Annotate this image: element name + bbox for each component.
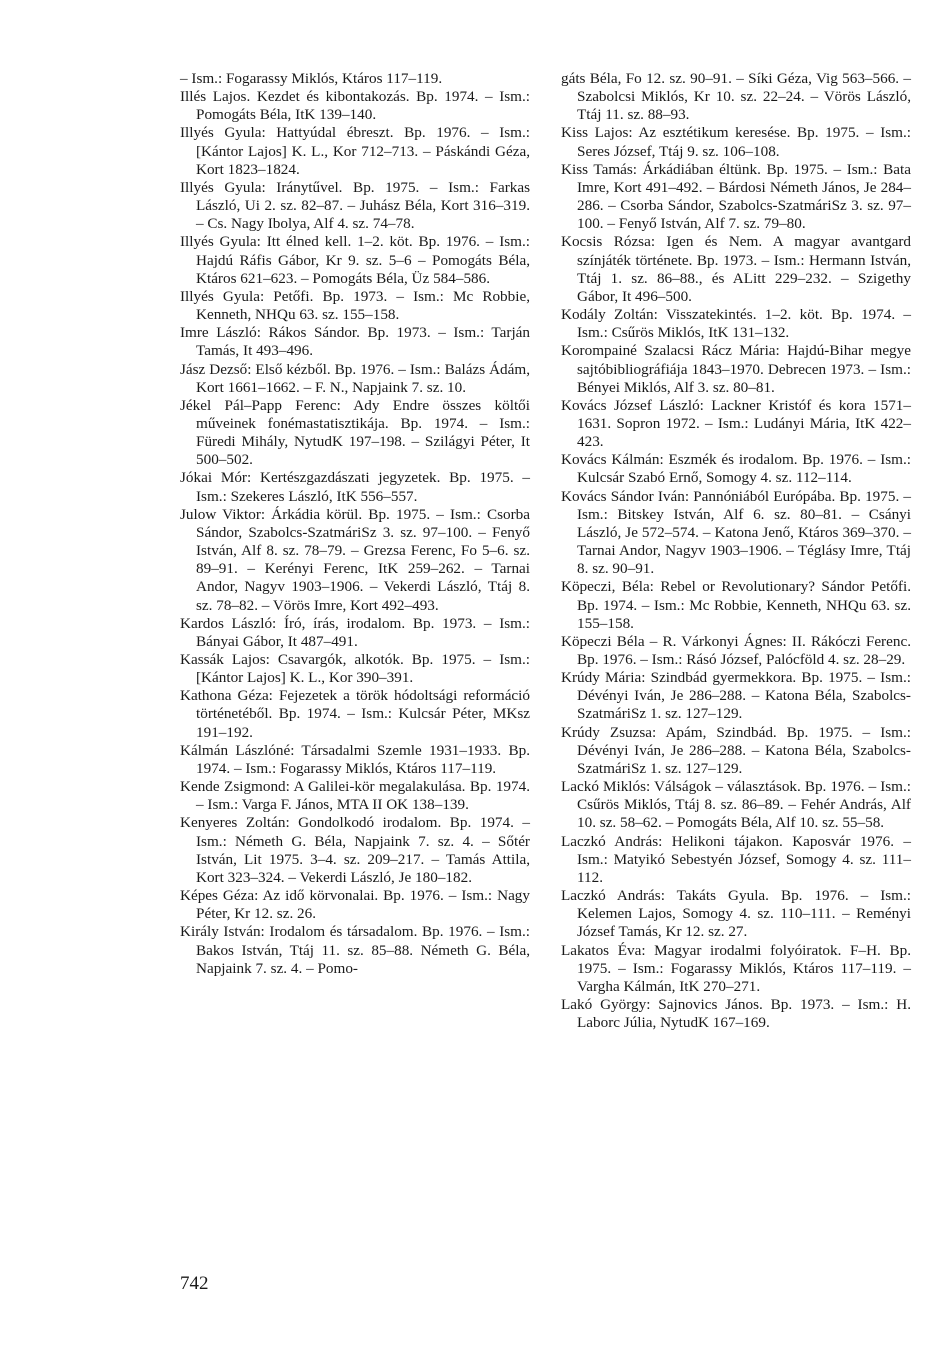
bibliography-entry: Kiss Tamás: Árkádiában éltünk. Bp. 1975. – Ism.: Bata Imre, Kort 491–492. – Bárdosi Németh János, Je 284–286. – Csorba Sándor, Szabolcs-SzatmáriSz 3. sz. 97–100. – Fenyő István, Alf 7. sz. 79–80. xyxy=(561,160,911,233)
bibliography-entry: Kovács Sándor Iván: Pannóniából Európába. Bp. 1975. – Ism.: Bitskey István, Alf 6. sz. 80–81. – Csányi László, Je 572–574. – Katona Jenő, Ktáros 369–370. – Tarnai Andor, Nagyv 1903–1906. – Téglásy Imre, Ttáj 8. sz. 90–91. xyxy=(561,487,911,578)
bibliography-entry: Illés Lajos. Kezdet és kibontakozás. Bp. 1974. – Ism.: Pomogáts Béla, ItK 139–140. xyxy=(180,88,530,124)
bibliography-entry: Kassák Lajos: Csavargók, alkotók. Bp. 1975. – Ism.: [Kántor Lajos] K. L., Kor 390–391. xyxy=(180,651,530,687)
page-number: 742 xyxy=(180,1273,209,1294)
bibliography-entry: Julow Viktor: Árkádia körül. Bp. 1975. – Ism.: Csorba Sándor, Szabolcs-SzatmáriSz 3. sz. 97–100. – Fenyő István, Alf 8. sz. 78–79. – Grezsa Ferenc, Fo 5–6. sz. 89–91. – Kerényi Ferenc, ItK 259–262. – Tarnai Andor, Nagyv 1903–1906. – Vekerdi László, Ttáj 8. sz. 78–82. – Vörös Imre, Kort 492–493. xyxy=(180,505,530,614)
bibliography-entry: Jász Dezső: Első kézből. Bp. 1976. – Ism.: Balázs Ádám, Kort 1661–1662. – F. N., Napjaink 7. sz. 10. xyxy=(180,360,530,396)
right-column xyxy=(561,70,911,1032)
bibliography-entry: – Ism.: Fogarassy Miklós, Ktáros 117–119. xyxy=(180,70,443,87)
bibliography-entry: Illyés Gyula: Iránytűvel. Bp. 1975. – Ism.: Farkas László, Ui 2. sz. 82–87. – Juhász Béla, Kort 316–319. – Cs. Nagy Ibolya, Alf 4. sz. 74–78. xyxy=(180,178,530,233)
bibliography-entry: Lakatos Éva: Magyar irodalmi folyóiratok. F–H. Bp. 1975. – Ism.: Fogarassy Miklós, Ktáros 117–119. – Vargha Kálmán, ItK 270–271. xyxy=(561,941,911,995)
bibliography-entry: Laczkó András: Takáts Gyula. Bp. 1976. – Ism.: Kelemen Lajos, Somogy 4. sz. 110–111. – Reményi József Tamás, Kr 12. sz. 27. xyxy=(561,887,911,941)
bibliography-entry: Kenyeres Zoltán: Gondolkodó irodalom. Bp. 1974. – Ism.: Németh G. Béla, Napjaink 7. sz. 4. – Sőtér István, Lit 1975. 3–4. sz. 209–217. – Tamás Attila, Kort 323–324. – Vekerdi László, Je 180–182. xyxy=(180,814,530,886)
bibliography-entry: Kardos László: Író, írás, irodalom. Bp. 1973. – Ism.: Bányai Gábor, It 487–491. xyxy=(180,614,530,650)
bibliography-entry: Kálmán Lászlóné: Társadalmi Szemle 1931–1933. Bp. 1974. – Ism.: Fogarassy Miklós, Ktáros 117–119. xyxy=(180,741,530,777)
bibliography-entry: Kathona Géza: Fejezetek a török hódoltsági reformáció történetéből. Bp. 1974. – Ism.: Kulcsár Péter, MKsz 191–192. xyxy=(180,687,530,741)
bibliography-entry: Kodály Zoltán: Visszatekintés. 1–2. köt. Bp. 1974. – Ism.: Csűrös Miklós, ItK 131–132. xyxy=(561,306,911,342)
bibliography-entry: Krúdy Mária: Szindbád gyermekkora. Bp. 1975. – Ism.: Dévényi Iván, Je 286–288. – Katona Béla, Szabolcs-SzatmáriSz 1. sz. 127–129. xyxy=(561,669,911,723)
bibliography-entry: Kiss Lajos: Az esztétikum keresése. Bp. 1975. – Ism.: Seres József, Ttáj 9. sz. 106–108. xyxy=(561,124,911,160)
bibliography-entry: Kende Zsigmond: A Galilei-kör megalakulása. Bp. 1974. – Ism.: Varga F. János, MTA II OK 138–139. xyxy=(180,778,530,814)
bibliography-entry: Lackó Miklós: Válságok – választások. Bp. 1976. – Ism.: Csűrös Miklós, Ttáj 8. sz. 86–89. – Fehér András, Alf 10. sz. 58–62. – Pomogáts Béla, Alf 10. sz. 55–58. xyxy=(561,778,911,832)
bibliography-entry: Laczkó András: Helikoni tájakon. Kaposvár 1976. – Ism.: Matyikó Sebestyén József, Somogy 4. sz. 111–112. xyxy=(561,832,911,886)
bibliography-entry: Király István: Irodalom és társadalom. Bp. 1976. – Ism.: Bakos István, Ttáj 11. sz. 85–88. Németh G. Béla, Napjaink 7. sz. 4. – Pomo- xyxy=(180,923,530,977)
bibliography-entry: Kocsis Rózsa: Igen és Nem. A magyar avantgard színjáték története. Bp. 1973. – Ism.: Hermann István, Ttáj 1. sz. 86–88., és ALitt 229–232. – Szigethy Gábor, It 496–500. xyxy=(561,233,911,305)
bibliography-entry: Képes Géza: Az idő körvonalai. Bp. 1976. – Ism.: Nagy Péter, Kr 12. sz. 26. xyxy=(180,887,530,923)
bibliography-entry: Illyés Gyula: Itt élned kell. 1–2. köt. Bp. 1976. – Ism.: Hajdú Ráfis Gábor, Kr 9. sz. 5–6 – Pomogáts Béla, Ktáros 621–623. – Pomogáts Béla, Üz 584–586. xyxy=(180,233,530,287)
bibliography-entry: Kovács József László: Lackner Kristóf és kora 1571–1631. Sopron 1972. – Ism.: Ludányi Mária, ItK 422–423. xyxy=(561,396,911,451)
bibliography-entry: Lakó György: Sajnovics János. Bp. 1973. – Ism.: H. Laborc Júlia, NytudK 167–169. xyxy=(561,995,911,1032)
bibliography-entry: Köpeczi, Béla: Rebel or Revolutionary? Sándor Petőfi. Bp. 1974. – Ism.: Mc Robbie, Kenneth, NHQu 63. sz. 155–158. xyxy=(561,578,911,632)
bibliography-entry: Imre László: Rákos Sándor. Bp. 1973. – Ism.: Tarján Tamás, It 493–496. xyxy=(180,324,530,360)
bibliography-entry: Illyés Gyula: Hattyúdal ébreszt. Bp. 1976. – Ism.: [Kántor Lajos] K. L., Kor 712–713. – Páskándi Géza, Kort 1823–1824. xyxy=(180,124,530,178)
bibliography-entry: Korompainé Szalacsi Rácz Mária: Hajdú-Bihar megye sajtóbibliográfiája 1843–1970. Debrecen 1973. – Ism.: Bényei Miklós, Alf 3. sz. 80–81. xyxy=(561,342,911,396)
left-column xyxy=(180,70,530,978)
bibliography-entry: Köpeczi Béla – R. Várkonyi Ágnes: II. Rákóczi Ferenc. Bp. 1976. – Ism.: Rásó József, Palócföld 4. sz. 28–29. xyxy=(561,632,911,668)
bibliography-entry: Jékel Pál–Papp Ferenc: Ady Endre összes költői műveinek fonémastatisztikája. Bp. 1974. – Ism.: Füredi Mihály, NytudK 197–198. – Szilágyi Péter, It 500–502. xyxy=(180,396,530,469)
bibliography-entry: Kovács Kálmán: Eszmék és irodalom. Bp. 1976. – Ism.: Kulcsár Szabó Ernő, Somogy 4. sz. 112–114. xyxy=(561,451,911,487)
bibliography-entry: gáts Béla, Fo 12. sz. 90–91. – Síki Géza, Vig 563–566. – Szabolcsi Miklós, Kr 10. sz. 22–24. – Vörös László, Ttáj 11. sz. 88–93. xyxy=(561,70,911,124)
bibliography-entry: Krúdy Zsuzsa: Apám, Szindbád. Bp. 1975. – Ism.: Dévényi Iván, Je 286–288. – Katona Béla, Szabolcs-SzatmáriSz 1. sz. 127–129. xyxy=(561,723,911,777)
bibliography-entry: Jókai Mór: Kertészgazdászati jegyzetek. Bp. 1975. – Ism.: Szekeres László, ItK 556–557. xyxy=(180,469,530,505)
bibliography-entry: Illyés Gyula: Petőfi. Bp. 1973. – Ism.: Mc Robbie, Kenneth, NHQu 63. sz. 155–158. xyxy=(180,287,530,324)
